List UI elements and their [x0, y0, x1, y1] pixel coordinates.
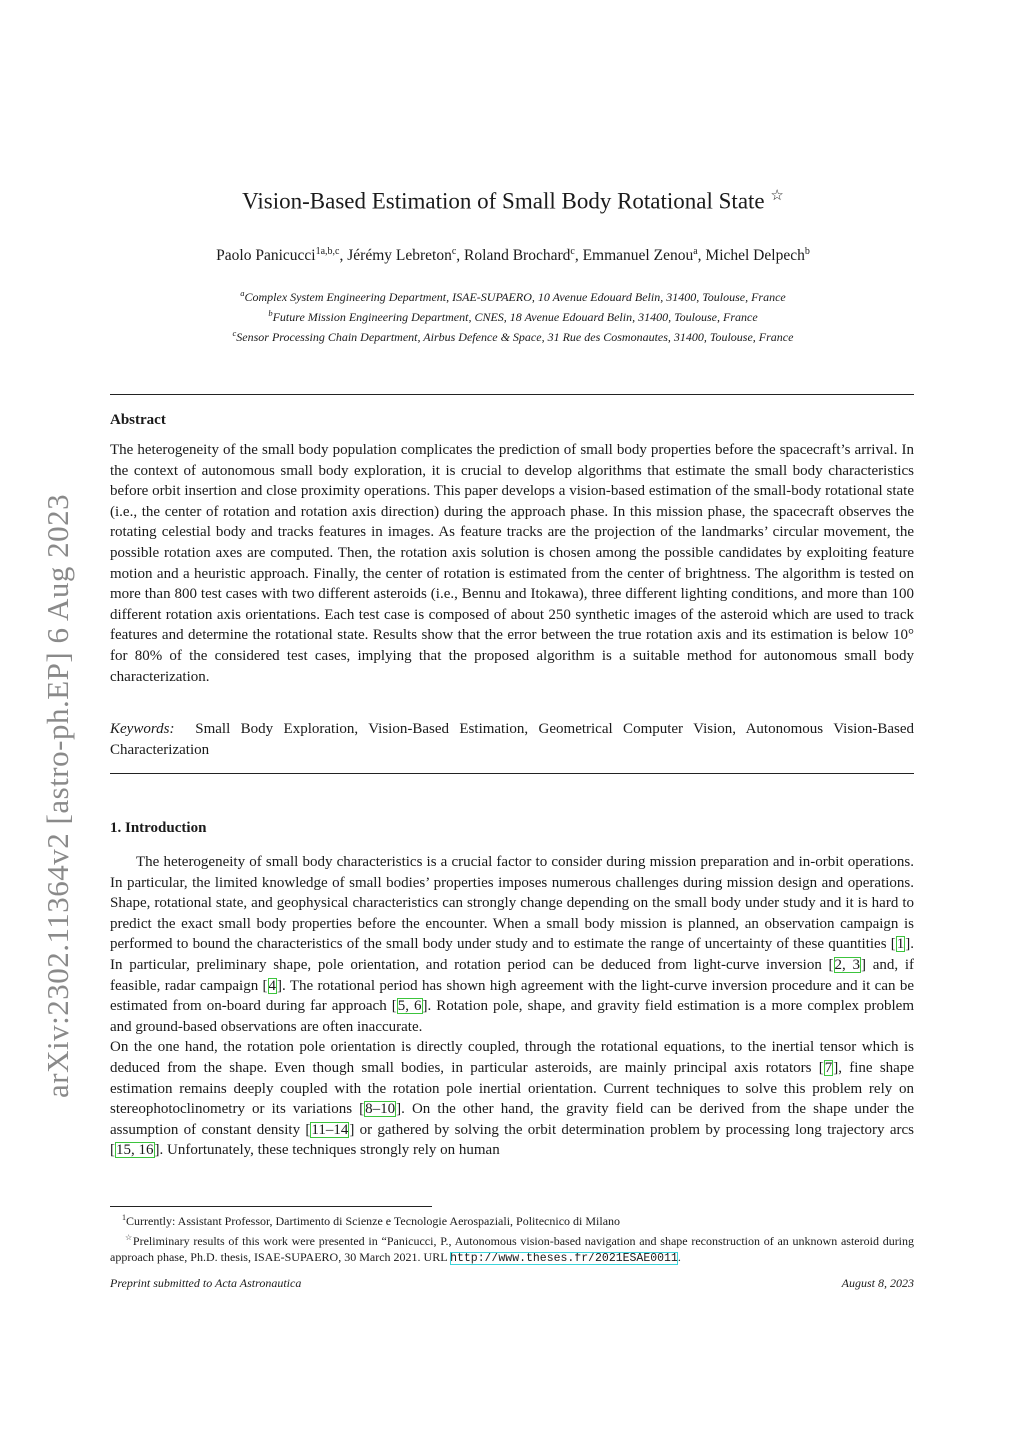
footnote-rule — [110, 1206, 432, 1207]
affiliation-text: Sensor Processing Chain Department, Airbus Defence & Space, 31 Rue des Cosmonautes, 31400, Toulouse, France — [236, 330, 794, 344]
citation-link[interactable]: 4 — [268, 977, 277, 994]
author: Michel Delpech — [705, 247, 805, 265]
footnote-mark: 1 — [122, 1213, 126, 1222]
paragraph-text: ] or gathered by solving the orbit determination problem by processing long trajectory arcs [ — [110, 1121, 914, 1159]
abstract-top-rule — [110, 394, 914, 395]
footnote-text: Preliminary results of this work were presented in “Panicucci, P., Autonomous vision-based navigation and shape reconstruction of an unknown asteroid during approach phase, Ph.D. thesis, ISAE-SUPAERO, 30 March 2021. URL — [110, 1233, 915, 1264]
paper-title — [112, 186, 914, 215]
author-affiliation-mark: c — [570, 246, 575, 257]
author-affiliation-mark: c — [451, 246, 457, 257]
paragraph-text: ], fine shape estimation remains deeply coupled with the rotation pole inertial orientation. Current techniques to solve this problem rely on stereophotoclinometry or its variations [ — [110, 1059, 914, 1118]
citation-link[interactable]: 5, 6 — [397, 998, 422, 1015]
affiliation-mark: c — [232, 328, 237, 338]
affiliation-text: Complex System Engineering Department, ISAE-SUPAERO, 10 Avenue Edouard Belin, 31400, Toulouse, France — [244, 290, 786, 304]
abstract-bottom-rule — [110, 773, 914, 774]
footnote-text: Currently: Assistant Professor, Dartimento di Scienze e Tecnologie Aerospaziali, Politecnico di Milano — [126, 1214, 621, 1228]
affiliation-mark: b — [268, 308, 273, 318]
citation-link[interactable]: 15, 16 — [116, 1142, 154, 1159]
affiliations — [112, 285, 914, 345]
author: Jérémy Lebreton — [347, 247, 452, 265]
author-affiliation-mark: 1a,b,c — [315, 246, 340, 257]
keywords-label: Keywords: — [110, 721, 175, 737]
citation-link[interactable]: 8–10 — [365, 1101, 396, 1118]
footnote-text: . — [677, 1250, 681, 1264]
citation-link[interactable]: 7 — [824, 1059, 833, 1076]
author: Paolo Panicucci — [216, 247, 316, 265]
arxiv-identifier: arXiv:2302.11364v2 [astro-ph.EP] 6 Aug 2023 — [40, 493, 75, 1098]
paragraph-text: ]. Rotation pole, shape, and gravity field estimation is a more complex problem and ground-based observations are often inaccurate. — [110, 998, 914, 1035]
citation-link[interactable]: 2, 3 — [834, 956, 861, 973]
affiliation-line — [112, 305, 914, 325]
author-separator: , — [339, 247, 348, 265]
keywords — [110, 719, 914, 760]
paragraph — [110, 1037, 914, 1161]
affiliation-mark: a — [240, 288, 245, 298]
author: Emmanuel Zenou — [582, 247, 694, 265]
paragraph-text: ]. On the other hand, the gravity field can be derived from the shape under the assumption of constant density [ — [110, 1101, 914, 1138]
author-separator: , — [456, 247, 465, 265]
section-heading-introduction: 1. Introduction — [110, 820, 207, 836]
author-affiliation-mark: a — [693, 246, 698, 257]
page-date: August 8, 2023 — [841, 1276, 914, 1290]
citation-link[interactable]: 11–14 — [311, 1121, 349, 1138]
paragraph-text: ]. The rotational period has shown high agreement with the light-curve inversion procedure and it can be estimated from on-board during far approach [ — [110, 977, 915, 1015]
abstract-body: The heterogeneity of the small body population complicates the prediction of small body properties before the spacecraft’s arrival. In the context of autonomous small body exploration, it is crucial to develop algorithms that estimate the small body characteristics before orbit insertion and close proximity operations. This paper develops a vision-based estimation of the small-body rotational state (i.e., the center of rotation and rotation axis direction) during the approach phase. In this mission phase, the spacecraft observes the rotating celestial body and tracks features in images. As feature tracks are the projection of the landmarks’ circular movement, the possible rotation axes are computed. Then, the rotation axis solution is chosen among the possible candidates by exploiting feature motion and a heuristic approach. Finally, the center of rotation is estimated from the center of brightness. The algorithm is tested on more than 800 test cases with two different asteroids (i.e., Bennu and Itokawa), three different lighting conditions, and more than 100 different rotation axis orientations. Each test case is composed of about 250 synthetic images of the asteroid which are used to track features and determine the rotational state. Results show that the error between the true rotation axis and its estimation is below 10° for 80% of the considered test cases, implying that the proposed algorithm is a suitable method for autonomous small body characterization. — [110, 442, 914, 685]
affiliation-line — [112, 325, 914, 345]
preprint-note: Preprint submitted to Acta Astronautica — [110, 1276, 302, 1290]
footnote — [110, 1210, 914, 1230]
keywords-text: Small Body Exploration, Vision-Based Estimation, Geometrical Computer Vision, Autonomous Vision-Based Characterization — [110, 721, 914, 758]
paragraph — [110, 852, 914, 1037]
paragraph-text: ]. In particular, preliminary shape, pole orientation, and rotation period can be deduced from light-curve inversion [ — [110, 936, 914, 973]
author: Roland Brochard — [464, 247, 571, 265]
abstract-heading: Abstract — [110, 412, 166, 428]
author-list — [112, 246, 914, 265]
author-affiliation-mark: b — [804, 246, 810, 257]
footnote — [110, 1230, 914, 1268]
footnotes — [110, 1210, 914, 1268]
author-separator: , — [697, 247, 706, 265]
introduction-body — [110, 852, 914, 1161]
paragraph-text: ] and, if feasible, radar campaign [ — [110, 956, 914, 994]
paragraph-text: ]. Unfortunately, these techniques strongly rely on human — [154, 1142, 500, 1159]
author-separator: , — [574, 247, 583, 265]
footnote-mark: ☆ — [125, 1232, 133, 1242]
citation-link[interactable]: 1 — [896, 936, 905, 953]
affiliation-text: Future Mission Engineering Department, CNES, 18 Avenue Edouard Belin, 31400, Toulouse, France — [272, 310, 758, 324]
title-footnote-mark: ☆ — [770, 188, 784, 204]
paragraph-text: The heterogeneity of small body characteristics is a crucial factor to consider during mission preparation and in-orbit operations. In particular, the limited knowledge of small bodies’ properties imposes numerous challenges during mission design and operations. Shape, rotational state, and geophysical characteristics can strongly change depending on the small body under study and it is hard to predict the exact small body properties before the encounter. When a small body mission is planned, an observation campaign is performed to bound the characteristics of the small body under study and to estimate the range of uncertainty of these quantities [ — [110, 854, 914, 953]
affiliation-line — [112, 285, 914, 305]
title-text: Vision-Based Estimation of Small Body Rotational State — [242, 188, 765, 214]
paragraph-text: On the one hand, the rotation pole orientation is directly coupled, through the rotational equations, to the inertial tensor which is deduced from the shape. Even though small bodies, in particular asteroids, are mainly principal axis rotators [ — [110, 1039, 914, 1076]
thesis-url-link[interactable]: http://www.theses.fr/2021ESAE0011 — [450, 1252, 678, 1265]
